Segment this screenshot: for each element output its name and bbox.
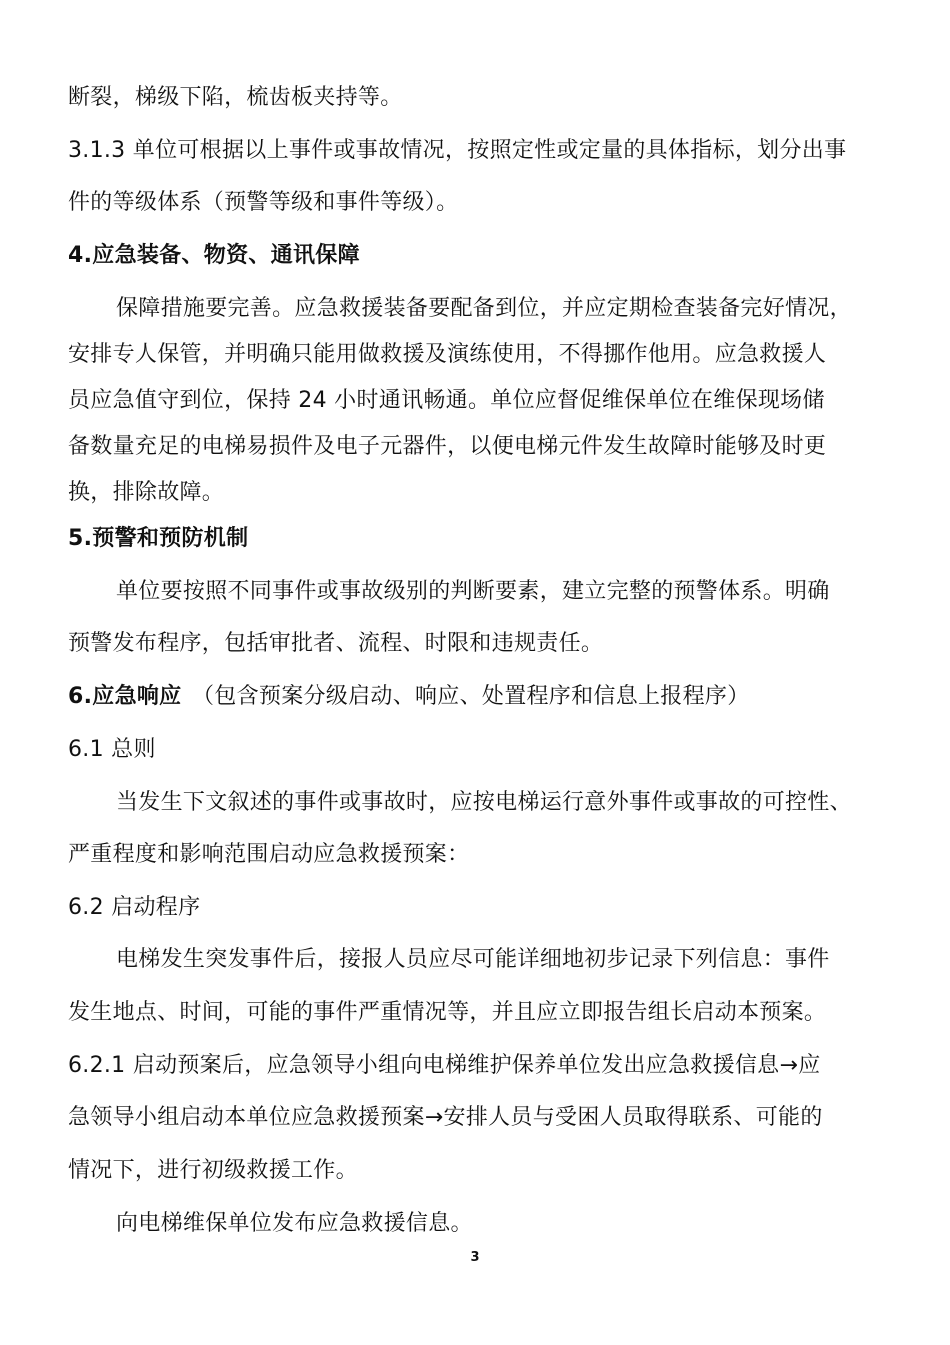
text-line: 换，排除故障。	[68, 480, 225, 505]
text-line: 保障措施要完善。应急救援装备要配备到位，并应定期检查装备完好情况，	[116, 296, 852, 321]
text-line: 单位要按照不同事件或事故级别的判断要素，建立完整的预警体系。明确	[116, 579, 830, 604]
text-line: 安排专人保管，并明确只能用做救援及演练使用，不得挪作他用。应急救援人	[68, 342, 827, 367]
page-number: 3	[470, 1250, 480, 1265]
text-line: 6.2.1 启动预案后，应急领导小组向电梯维护保养单位发出应急救援信息→应	[68, 1053, 821, 1078]
text-line: 备数量充足的电梯易损件及电子元器件，以便电梯元件发生故障时能够及时更	[68, 434, 827, 459]
text-line: 件的等级体系（预警等级和事件等级）。	[68, 190, 459, 215]
section-heading: 5.预警和预防机制	[68, 526, 249, 551]
text-line: 当发生下文叙述的事件或事故时，应按电梯运行意外事件或事故的可控性、	[116, 790, 852, 815]
text-line: 向电梯维保单位发布应急救援信息。	[116, 1211, 473, 1236]
text-line: 发生地点、时间，可能的事件严重情况等，并且应立即报告组长启动本预案。	[68, 1000, 827, 1025]
subsection-heading: 6.1 总则	[68, 737, 156, 762]
text-line: 3.1.3 单位可根据以上事件或事故情况，按照定性或定量的具体指标，划分出事	[68, 138, 847, 163]
text-line: 急领导小组启动本单位应急救援预案→安排人员与受困人员取得联系、可能的	[68, 1105, 823, 1130]
text-line: 严重程度和影响范围启动应急救援预案：	[68, 842, 470, 867]
section-heading-note: （包含预案分级启动、响应、处置程序和信息上报程序）	[192, 684, 750, 709]
text-line: 员应急值守到位，保持 24 小时通讯畅通。单位应督促维保单位在维保现场储	[68, 388, 825, 413]
text-line: 电梯发生突发事件后，接报人员应尽可能详细地初步记录下列信息：事件	[116, 947, 830, 972]
section-heading: 4.应急装备、物资、通讯保障	[68, 243, 360, 268]
text-line: 预警发布程序，包括审批者、流程、时限和违规责任。	[68, 631, 604, 656]
text-line: 断裂，梯级下陷，梳齿板夹持等。	[68, 85, 403, 110]
section-heading: 6.应急响应	[68, 684, 182, 709]
text-line: 情况下，进行初级救援工作。	[68, 1158, 358, 1183]
subsection-heading: 6.2 启动程序	[68, 895, 201, 920]
